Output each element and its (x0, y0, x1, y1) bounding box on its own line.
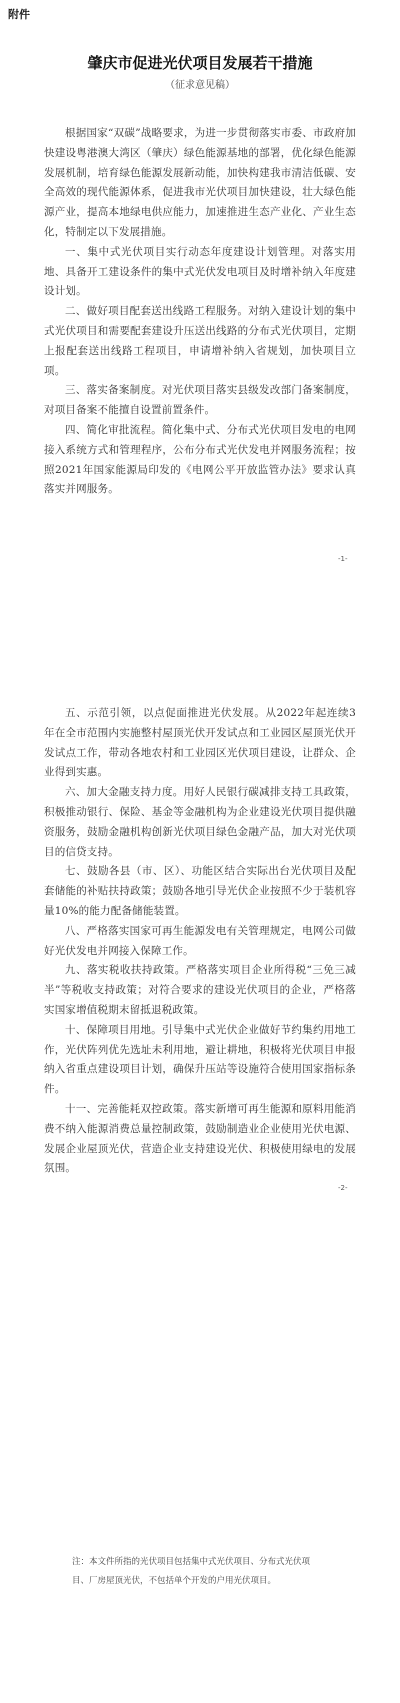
measure-7-paragraph: 七、鼓励各县（市、区）、功能区结合实际出台光伏项目及配套储能的补贴扶持政策；鼓励各地引导光伏企业按照不少于装机容量10%的能力配备储能装置。 (44, 865, 356, 917)
preamble-paragraph: 根据国家“双碳”战略要求，为进一步贯彻落实市委、市政府加快建设粤港澳大湾区（肇庆）绿色能源基地的部署，优化绿色能源发展机制，培育绿色能源发展新动能，加快构建我市清洁低碳、安全高效的现代能源体系，促进我市光伏项目加快建设，壮大绿色能源产业，提高本地绿电供应能力，加速推进生态产业化、产业生态化，特制定以下发展措施。 (44, 127, 356, 238)
measure-1-paragraph: 一、集中式光伏项目实行动态年度建设计划管理。对落实用地、具备开工建设条件的集中式光伏发电项目及时增补纳入年度建设计划。 (44, 245, 356, 298)
measure-3-paragraph: 三、落实备案制度。对光伏项目落实县级发改部门备案制度，对项目备案不能擅自设置前置条件。 (44, 384, 356, 417)
document-title: 肇庆市促进光伏项目发展若干措施 (87, 54, 313, 72)
footnote-line-1: 注：本文件所指的光伏项目包括集中式光伏项目、分布式光伏项 (72, 1557, 311, 1567)
document-subtitle: （征求意见稿） (165, 80, 235, 91)
page-number-2: -2- (338, 1184, 348, 1192)
page1-body (44, 124, 356, 500)
measure-11-paragraph: 十一、完善能耗双控政策。落实新增可再生能源和原料用能消费不纳入能源消费总量控制政策，鼓励制造业企业使用光伏电源、发展企业屋顶光伏，营造企业支持建设光伏、积极使用绿电的发展氛围。 (44, 1102, 356, 1175)
measure-5-paragraph: 五、示范引领，以点促面推进光伏发展。从2022年起连续3年在全市范围内实施整村屋顶光伏开发试点和工业园区屋顶光伏开发试点工作，带动各地农村和工业园区光伏项目建设，让群众、企业得到实惠。 (44, 707, 356, 779)
measure-10-paragraph: 十、保障项目用地。引导集中式光伏企业做好节约集约用地工作，光伏阵列优先选址未利用地，避让耕地，积极将光伏项目申报纳入省重点建设项目计划，确保升压站等设施符合使用国家指标条件。 (44, 1023, 356, 1096)
attachment-label: 附件 (8, 8, 30, 21)
footnote (72, 1553, 372, 1591)
page-number-1: -1- (338, 555, 348, 563)
measure-6-paragraph: 六、加大金融支持力度。用好人民银行碳减排支持工具政策，积极推动银行、保险、基金等金融机构为企业建设光伏项目提供融资服务，鼓励金融机构创新光伏项目绿色金融产品，加大对光伏项目的信贷支持。 (44, 786, 356, 858)
footnote-line-2: 目、厂房屋顶光伏，不包括单个开发的户用光伏项目。 (72, 1576, 277, 1586)
measure-2-paragraph: 二、做好项目配套送出线路工程服务。对纳入建设计划的集中式光伏项目和需要配套建设升压送出线路的分布式光伏项目，定期上报配套送出线路工程项目，申请增补纳入省规划，加快项目立项。 (44, 305, 356, 377)
measure-9-paragraph: 九、落实税收扶持政策。严格落实项目企业所得税“三免三减半”等税收支持政策；对符合要求的建设光伏项目的企业，严格落实国家增值税期末留抵退税政策。 (44, 964, 356, 1016)
page2-body (44, 704, 356, 1179)
measure-4-paragraph: 四、简化审批流程。简化集中式、分布式光伏项目发电的电网接入系统方式和管理程序，公布分布式光伏发电并网服务流程；按照2021年国家能源局印发的《电网公平开放监管办法》要求认真落实并网服务。 (44, 423, 356, 496)
measure-8-paragraph: 八、严格落实国家可再生能源发电有关管理规定，电网公司做好光伏发电并网接入保障工作。 (44, 924, 356, 957)
